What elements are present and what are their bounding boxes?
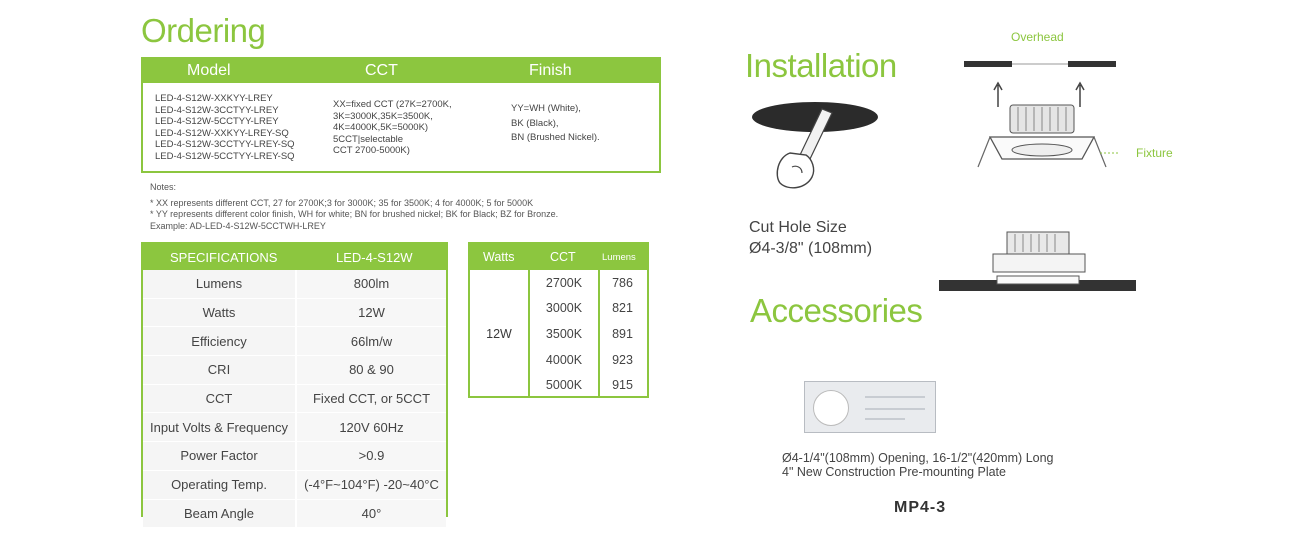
lumens-header	[470, 244, 647, 270]
spec-value: 80 & 90	[296, 356, 446, 385]
arrow-up-icon	[1076, 83, 1084, 107]
table-row	[143, 270, 446, 298]
spec-value: 800lm	[296, 270, 446, 298]
table-row	[143, 499, 446, 528]
spec-value: 12W	[296, 298, 446, 327]
note-line: * YY represents different color finish, WH for white; BN for brushed nickel; BK for Black; BZ for Bronze.	[150, 209, 559, 219]
cct-cell: 4000K	[545, 352, 583, 367]
model-header: Model	[187, 62, 231, 79]
cct-line: 4K=4000K,5K=5000K)	[333, 122, 429, 133]
trim-icon	[997, 276, 1079, 284]
cct-line: 5CCT|selectable	[333, 133, 404, 145]
spec-header-label: SPECIFICATIONS	[170, 249, 278, 265]
model-item: LED-4-S12W-3CCTYY-LREY	[155, 104, 279, 116]
spec-label: Beam Angle	[143, 499, 296, 528]
table-row	[143, 442, 446, 471]
heatsink-icon	[1007, 232, 1069, 254]
cct-cell: 3000K	[545, 301, 583, 316]
spec-label: CRI	[143, 356, 296, 385]
model-item: LED-4-S12W-XXKYY-LREY-SQ	[155, 127, 289, 139]
spec-value: 40°	[296, 499, 446, 528]
saw-cut-illustration	[750, 95, 880, 195]
spec-label: Power Factor	[143, 442, 296, 471]
lumens-cell: 923	[612, 352, 633, 367]
cct-col-header: CCT	[550, 250, 576, 264]
notes-label: Notes:	[150, 182, 177, 192]
ordering-table	[141, 57, 661, 173]
finish-options	[511, 102, 600, 146]
accessory-desc-line: 4" New Construction Pre-mounting Plate	[782, 465, 1006, 479]
finish-line: BN (Brushed Nickel).	[511, 132, 600, 143]
accessory-description	[782, 451, 1054, 479]
housing-icon	[993, 254, 1085, 272]
installation-title: Installation	[745, 47, 897, 84]
table-row	[143, 384, 446, 413]
note-line: * XX represents different CCT, 27 for 2700K;3 for 3000K; 35 for 3500K; 4 for 4000K; 5 for 5000K	[150, 197, 534, 208]
overhead-label: Overhead	[1011, 30, 1064, 44]
finish-line: YY=WH (White),	[511, 103, 581, 114]
lumens-table	[468, 242, 649, 398]
cct-cell: 3500K	[545, 326, 583, 341]
spec-label: Operating Temp.	[143, 470, 296, 499]
cct-cell: 2700K	[545, 275, 583, 290]
installed-fixture-illustration	[935, 228, 1140, 296]
cct-line: CCT 2700-5000K)	[333, 145, 410, 156]
table-row	[530, 347, 647, 373]
note-line: Example: AD-LED-4-S12W-5CCTWH-LREY	[150, 220, 326, 231]
spec-value: Fixed CCT, or 5CCT	[296, 384, 446, 413]
lumens-cell: 786	[612, 275, 633, 290]
mounting-plate-image	[804, 381, 936, 433]
table-row	[143, 413, 446, 442]
lumens-col-header: Lumens	[602, 251, 636, 263]
ordering-header	[143, 59, 659, 83]
arrow-up-icon	[994, 83, 1002, 107]
ceiling-right	[1068, 61, 1116, 67]
specifications-table	[141, 242, 448, 521]
cct-line: XX=fixed CCT (27K=2700K,	[333, 99, 452, 110]
model-item: LED-4-S12W-3CCTYY-LREY-SQ	[155, 139, 295, 150]
table-row	[530, 270, 647, 296]
spec-value: (-4°F~104°F) -20~40°C	[296, 470, 446, 499]
spec-label: Lumens	[143, 270, 296, 298]
spec-label: Input Volts & Frequency	[143, 413, 296, 442]
ordering-title: Ordering	[141, 12, 266, 49]
ceiling-left	[964, 61, 1012, 67]
finish-line: BK (Black),	[511, 117, 559, 129]
fixture-diagram	[960, 55, 1120, 180]
lumens-cell: 891	[612, 326, 633, 341]
plate-opening	[813, 390, 849, 426]
table-row	[143, 356, 446, 385]
cct-header: CCT	[365, 62, 398, 79]
specifications-header	[143, 244, 446, 270]
table-row	[530, 321, 647, 347]
spec-label: Efficiency	[143, 327, 296, 356]
table-row	[530, 372, 647, 398]
accessory-part-number: MP4-3	[894, 499, 947, 516]
cct-cell: 5000K	[545, 378, 583, 393]
cut-hole-label: Cut Hole Size	[749, 219, 847, 236]
table-row	[143, 298, 446, 327]
spec-value: 120V 60Hz	[296, 413, 446, 442]
model-list	[155, 93, 295, 162]
model-item: LED-4-S12W-5CCTYY-LREY	[155, 116, 279, 127]
lumens-cell: 915	[612, 378, 633, 393]
finish-header: Finish	[529, 62, 572, 79]
model-item: LED-4-S12W-XXKYY-LREY	[155, 93, 273, 104]
cct-line: 3K=3000K,35K=3500K,	[333, 110, 433, 122]
spec-label: CCT	[143, 384, 296, 413]
watts-header: Watts	[483, 250, 515, 264]
notes	[150, 182, 558, 232]
lens-icon	[1012, 144, 1072, 156]
watts-cell: 12W	[470, 270, 530, 398]
fixture-label: Fixture	[1136, 146, 1173, 160]
spec-header-model: LED-4-S12W	[336, 249, 413, 265]
cut-hole-size: Ø4-3/8" (108mm)	[749, 240, 873, 257]
accessory-desc-line: Ø4-1/4"(108mm) Opening, 16-1/2"(420mm) Long	[782, 451, 1054, 465]
spec-value: 66lm/w	[296, 327, 446, 356]
spec-value: >0.9	[296, 442, 446, 471]
table-row	[143, 470, 446, 499]
lumens-cell: 821	[612, 301, 633, 316]
saw-handle-icon	[777, 153, 813, 188]
accessories-title: Accessories	[750, 292, 923, 329]
spec-rows	[143, 270, 446, 528]
model-item: LED-4-S12W-5CCTYY-LREY-SQ	[155, 150, 295, 162]
spec-label: Watts	[143, 298, 296, 327]
table-row	[530, 296, 647, 322]
table-row	[143, 327, 446, 356]
lumens-rows	[530, 270, 647, 398]
cct-options	[333, 99, 452, 157]
